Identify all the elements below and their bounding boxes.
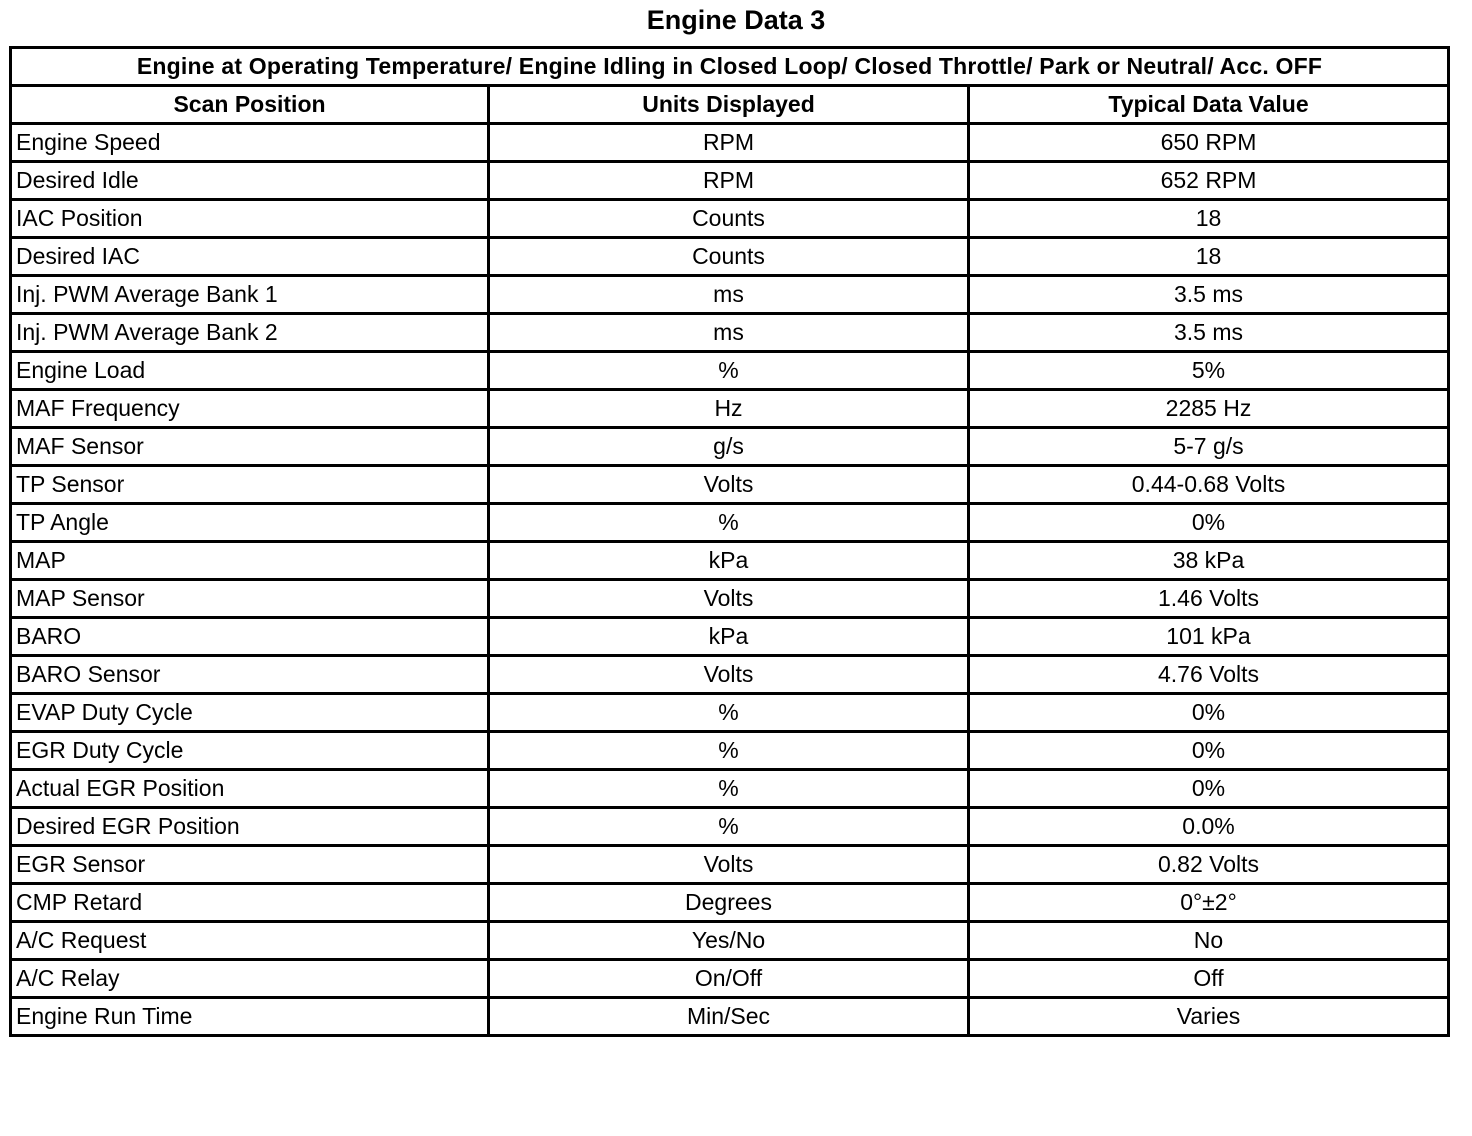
table-row (11, 542, 1449, 580)
units-displayed-cell: Hz (489, 390, 969, 428)
scan-position-cell: MAP Sensor (11, 580, 489, 618)
header-scan-position: Scan Position (11, 86, 489, 124)
typical-data-value-cell: 18 (969, 200, 1449, 238)
table-row (11, 998, 1449, 1036)
condition-header: Engine at Operating Temperature/ Engine Idling in Closed Loop/ Closed Throttle/ Park or Neutral/ Acc. OFF (11, 48, 1449, 86)
table-row (11, 352, 1449, 390)
units-displayed-cell: % (489, 504, 969, 542)
scan-position-cell: Engine Speed (11, 124, 489, 162)
units-displayed-cell: kPa (489, 542, 969, 580)
units-displayed-cell: ms (489, 276, 969, 314)
units-displayed-cell: % (489, 352, 969, 390)
units-displayed-cell: kPa (489, 618, 969, 656)
typical-data-value-cell: 101 kPa (969, 618, 1449, 656)
typical-data-value-cell: 3.5 ms (969, 314, 1449, 352)
header-units-displayed: Units Displayed (489, 86, 969, 124)
scan-position-cell: TP Angle (11, 504, 489, 542)
units-displayed-cell: On/Off (489, 960, 969, 998)
scan-position-cell: BARO (11, 618, 489, 656)
typical-data-value-cell: 0.82 Volts (969, 846, 1449, 884)
scan-position-cell: Inj. PWM Average Bank 2 (11, 314, 489, 352)
condition-row (11, 48, 1449, 86)
table-row (11, 580, 1449, 618)
table-row (11, 732, 1449, 770)
typical-data-value-cell: 18 (969, 238, 1449, 276)
table-row (11, 770, 1449, 808)
table-row (11, 808, 1449, 846)
units-displayed-cell: RPM (489, 162, 969, 200)
table-row (11, 276, 1449, 314)
engine-data-table (9, 46, 1450, 1037)
table-row (11, 504, 1449, 542)
scan-position-cell: Desired Idle (11, 162, 489, 200)
typical-data-value-cell: 0.44-0.68 Volts (969, 466, 1449, 504)
units-displayed-cell: RPM (489, 124, 969, 162)
scan-position-cell: Desired IAC (11, 238, 489, 276)
scan-position-cell: Actual EGR Position (11, 770, 489, 808)
table-row (11, 960, 1449, 998)
units-displayed-cell: ms (489, 314, 969, 352)
table-row (11, 846, 1449, 884)
units-displayed-cell: Volts (489, 846, 969, 884)
scan-position-cell: EVAP Duty Cycle (11, 694, 489, 732)
scan-position-cell: CMP Retard (11, 884, 489, 922)
typical-data-value-cell: 1.46 Volts (969, 580, 1449, 618)
table-row (11, 314, 1449, 352)
units-displayed-cell: Counts (489, 238, 969, 276)
scan-position-cell: EGR Duty Cycle (11, 732, 489, 770)
scan-position-cell: Engine Run Time (11, 998, 489, 1036)
typical-data-value-cell: 5% (969, 352, 1449, 390)
table-row (11, 200, 1449, 238)
table-row (11, 428, 1449, 466)
scan-position-cell: Engine Load (11, 352, 489, 390)
typical-data-value-cell: 3.5 ms (969, 276, 1449, 314)
page-title: Engine Data 3 (646, 5, 826, 35)
scan-position-cell: MAP (11, 542, 489, 580)
units-displayed-cell: % (489, 694, 969, 732)
scan-position-cell: BARO Sensor (11, 656, 489, 694)
scan-position-cell: Desired EGR Position (11, 808, 489, 846)
typical-data-value-cell: 652 RPM (969, 162, 1449, 200)
table-body (11, 124, 1449, 1036)
units-displayed-cell: % (489, 732, 969, 770)
table-row (11, 124, 1449, 162)
typical-data-value-cell: 4.76 Volts (969, 656, 1449, 694)
table-row (11, 656, 1449, 694)
units-displayed-cell: Min/Sec (489, 998, 969, 1036)
scan-position-cell: Inj. PWM Average Bank 1 (11, 276, 489, 314)
scan-position-cell: EGR Sensor (11, 846, 489, 884)
typical-data-value-cell: 38 kPa (969, 542, 1449, 580)
scan-position-cell: A/C Relay (11, 960, 489, 998)
typical-data-value-cell: 0% (969, 732, 1449, 770)
table-row (11, 238, 1449, 276)
table-row (11, 922, 1449, 960)
typical-data-value-cell: 0% (969, 504, 1449, 542)
table-row (11, 466, 1449, 504)
typical-data-value-cell: 0.0% (969, 808, 1449, 846)
typical-data-value-cell: 0% (969, 694, 1449, 732)
column-header-row (11, 86, 1449, 124)
typical-data-value-cell: 2285 Hz (969, 390, 1449, 428)
typical-data-value-cell: Off (969, 960, 1449, 998)
table-row (11, 884, 1449, 922)
units-displayed-cell: Yes/No (489, 922, 969, 960)
scan-position-cell: MAF Sensor (11, 428, 489, 466)
scan-position-cell: IAC Position (11, 200, 489, 238)
table-row (11, 694, 1449, 732)
typical-data-value-cell: 5-7 g/s (969, 428, 1449, 466)
units-displayed-cell: % (489, 808, 969, 846)
table-row (11, 390, 1449, 428)
units-displayed-cell: Volts (489, 466, 969, 504)
typical-data-value-cell: 0% (969, 770, 1449, 808)
units-displayed-cell: Degrees (489, 884, 969, 922)
scan-position-cell: TP Sensor (11, 466, 489, 504)
typical-data-value-cell: 650 RPM (969, 124, 1449, 162)
table-row (11, 162, 1449, 200)
units-displayed-cell: Volts (489, 656, 969, 694)
units-displayed-cell: % (489, 770, 969, 808)
typical-data-value-cell: 0°±2° (969, 884, 1449, 922)
header-typical-data-value: Typical Data Value (969, 86, 1449, 124)
units-displayed-cell: Volts (489, 580, 969, 618)
typical-data-value-cell: Varies (969, 998, 1449, 1036)
scan-position-cell: MAF Frequency (11, 390, 489, 428)
units-displayed-cell: Counts (489, 200, 969, 238)
units-displayed-cell: g/s (489, 428, 969, 466)
scan-position-cell: A/C Request (11, 922, 489, 960)
typical-data-value-cell: No (969, 922, 1449, 960)
table-row (11, 618, 1449, 656)
